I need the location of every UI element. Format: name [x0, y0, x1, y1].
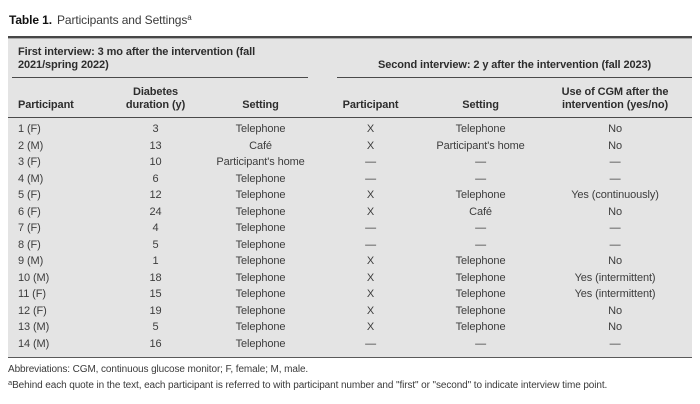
table-cell: X: [366, 255, 375, 267]
table-cell: No: [608, 205, 622, 218]
table-cell: X: [366, 189, 375, 201]
table-cell: —: [475, 222, 486, 234]
table-cell: Telephone: [235, 255, 286, 267]
table-cell: 11 (F): [18, 288, 46, 300]
table-cell: 3 (F): [18, 156, 41, 168]
column-header-row: [8, 78, 692, 118]
table-cell: 6: [152, 172, 159, 185]
table-cell: 12 (F): [18, 304, 47, 317]
table-cell: 5: [152, 238, 159, 251]
table-caption-text: Participants and Settings: [57, 13, 188, 27]
table-cell: —: [475, 156, 486, 168]
table-cell: Telephone: [235, 172, 286, 185]
table-row: [8, 303, 692, 320]
table-cell: Telephone: [235, 271, 286, 284]
table-cell: Telephone: [455, 271, 506, 284]
table-cell: 5: [152, 321, 159, 333]
table-cell: X: [366, 205, 375, 218]
table-cell: Participant's home: [216, 156, 305, 168]
table-cell: —: [475, 172, 486, 185]
table-cell: No: [608, 304, 622, 317]
footnote-marker: a: [8, 378, 13, 387]
table-cell: 3: [152, 123, 159, 135]
table-cell: Telephone: [235, 238, 286, 251]
group-header-second-interview: Second interview: 2 y after the intervention (fall 2023): [318, 39, 692, 78]
table-cell: —: [365, 337, 376, 350]
table-cell: —: [609, 337, 621, 350]
column-header-diabetes-duration: Diabetes duration (y): [108, 78, 203, 118]
table-cell: 14 (M): [18, 337, 50, 350]
table-row: [8, 118, 692, 139]
footer-footnote: [8, 376, 692, 392]
column-header-setting-1: Setting: [203, 78, 318, 118]
table-row: [8, 155, 692, 172]
table-cell: —: [609, 238, 621, 251]
table-cell: Telephone: [455, 255, 506, 267]
table-cell: Telephone: [455, 304, 506, 317]
table-row: [8, 237, 692, 254]
table-cell: 1 (F): [18, 123, 41, 135]
column-header-cgm-use: Use of CGM after the intervention (yes/no): [538, 78, 692, 118]
table-cell: No: [608, 321, 622, 333]
table-cell: —: [365, 172, 376, 185]
table-cell: 1: [152, 255, 159, 267]
table-cell: Telephone: [235, 205, 286, 218]
table-cell: Telephone: [235, 304, 286, 317]
table-row: [8, 320, 692, 337]
table-cell: Telephone: [455, 288, 506, 300]
table-cell: 12: [149, 189, 162, 201]
participants-table: [8, 39, 692, 357]
table-row: [8, 336, 692, 357]
table-row: [8, 204, 692, 221]
table-row: [8, 287, 692, 304]
table-cell: No: [608, 123, 622, 135]
table-cell: Yes (intermittent): [574, 271, 656, 284]
table-cell: 19: [149, 304, 162, 317]
table-cell: Telephone: [235, 189, 286, 201]
table-cell: Café: [469, 205, 492, 218]
table-cell: —: [365, 222, 376, 234]
table-body: [8, 118, 692, 358]
table-cell: —: [475, 337, 486, 350]
table-footer: [8, 358, 692, 392]
table-cell: 2 (M): [18, 139, 44, 152]
table-cell: Telephone: [235, 337, 286, 350]
table-cell: Telephone: [235, 123, 286, 135]
footer-abbreviations: Abbreviations: CGM, continuous glucose monitor; F, female; M, male.: [8, 364, 309, 375]
table-cell: Telephone: [235, 222, 286, 234]
table-cell: Telephone: [455, 123, 506, 135]
table-cell: 10: [149, 156, 162, 168]
table-cell: Telephone: [455, 321, 506, 333]
table-cell: X: [366, 321, 375, 333]
table-cell: X: [366, 304, 375, 317]
table-cell: No: [608, 255, 622, 267]
table-cell: —: [365, 156, 376, 168]
table-row: [8, 221, 692, 238]
table-cell: No: [608, 139, 622, 152]
table-cell: X: [366, 123, 375, 135]
table-cell: —: [609, 172, 621, 185]
table-cell: —: [365, 238, 376, 251]
table-cell: 5 (F): [18, 189, 41, 201]
table-caption: [8, 8, 692, 36]
table-cell: Café: [249, 139, 272, 152]
table-cell: 6 (F): [18, 205, 41, 218]
column-header-participant-2: Participant: [318, 78, 423, 118]
table-cell: Yes (intermittent): [574, 288, 656, 300]
table-cell: 18: [149, 271, 162, 284]
column-header-setting-2: Setting: [423, 78, 538, 118]
table-cell: 13: [149, 139, 162, 152]
table-cell: 10 (M): [18, 271, 50, 284]
column-header-participant-1: Participant: [8, 78, 108, 118]
table-row: [8, 171, 692, 188]
table-cell: 16: [149, 337, 162, 350]
table-cell: X: [366, 288, 375, 300]
table-cell: Telephone: [235, 288, 286, 300]
table-cell: X: [366, 271, 375, 284]
table-cell: 13 (M): [18, 321, 50, 333]
table-cell: Telephone: [455, 189, 506, 201]
table-cell: Yes (continuously): [571, 189, 659, 201]
participants-table-wrapper: [8, 36, 692, 358]
table-row: [8, 270, 692, 287]
table-cell: 15: [149, 288, 162, 300]
table-cell: 4: [152, 222, 159, 234]
table-caption-superscript: a: [187, 13, 192, 22]
table-row: [8, 254, 692, 271]
table-cell: 8 (F): [18, 238, 41, 251]
table-cell: X: [366, 139, 375, 152]
table-cell: 4 (M): [18, 172, 44, 185]
table-row: [8, 138, 692, 155]
table-cell: 9 (M): [18, 255, 44, 267]
table-row: [8, 188, 692, 205]
group-header-first-interview: First interview: 3 mo after the intervention (fall 2021/spring 2022): [8, 39, 318, 78]
table-cell: 7 (F): [18, 222, 41, 234]
table-cell: —: [475, 238, 486, 251]
table-caption-label: Table 1.: [9, 13, 52, 27]
group-header-row: [8, 39, 692, 78]
table-cell: 24: [149, 205, 162, 218]
footnote-text: Behind each quote in the text, each participant is referred to with participant number and "first" or "second" to indicate interview time point.: [12, 380, 608, 391]
table-cell: Telephone: [235, 321, 286, 333]
table-cell: Participant's home: [436, 139, 525, 152]
table-cell: —: [609, 222, 621, 234]
table-cell: —: [609, 156, 621, 168]
